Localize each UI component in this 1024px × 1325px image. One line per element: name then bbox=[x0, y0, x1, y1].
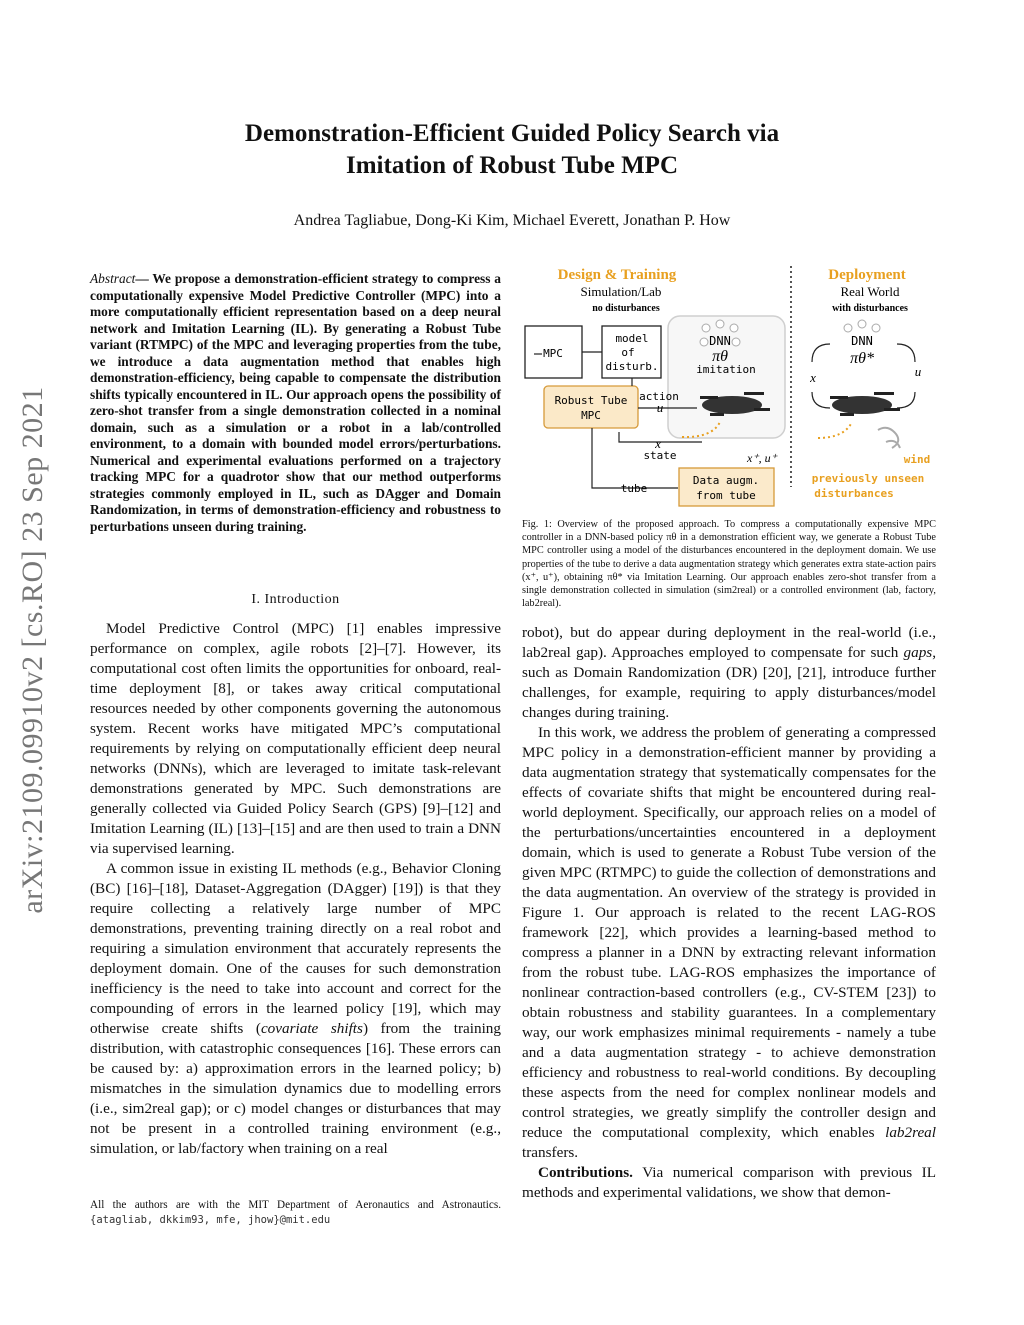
fig-tube-label: tube bbox=[620, 482, 648, 495]
fig-left-note: no disturbances bbox=[592, 303, 660, 314]
fig-trajectory-right bbox=[818, 422, 852, 438]
fig-dnn-right: DNN bbox=[851, 334, 873, 348]
author-list: Andrea Tagliabue, Dong-Ki Kim, Michael Everett, Jonathan P. How bbox=[293, 212, 731, 229]
arxiv-id: arXiv:2109.09910v2 [cs.RO] 23 Sep 2021 bbox=[16, 386, 49, 914]
fig-pi-theta-star: πθ* bbox=[850, 350, 874, 367]
fig-model-2: of bbox=[621, 346, 635, 359]
arxiv-sidebar bbox=[8, 350, 58, 950]
fig-model-1: model bbox=[615, 332, 649, 345]
fig-left-title: Design & Training bbox=[557, 267, 677, 283]
intro-paragraph-2: A common issue in existing IL methods (e.g., Behavior Cloning (BC) [16]–[18], Dataset-Aggregation (DAgger) [19]) is that they require collecting a relatively large number of MPC demonstrations, preventing training directly on a real robot and requiring a simulation environment that accurately represents the deployment domain. One of the causes for such demonstration inefficiency is the need to take into account and correct for the compounding of errors in the learned policy [19], which may otherwise create shifts (covariate shifts) from the training distribution, with catastrophic consequences [16]. These errors can be caused by: a) approximation errors in the learned policy; b) mismatches in the simulation dynamics due to modelling errors (i.e., sim2real gap); or c) model changes or disturbances that may not be present in a controlled training environment (e.g., simulation, or lab/factory when training on a real bbox=[90, 860, 501, 1157]
fig-state-label: state bbox=[643, 449, 677, 462]
fig-xu-plus: x⁺, u⁺ bbox=[747, 451, 777, 465]
fig-pi-theta: πθ bbox=[712, 348, 728, 365]
fig-action-label: action bbox=[639, 390, 679, 403]
left-column-body bbox=[90, 619, 501, 1159]
fig-rt-1: Robust Tube bbox=[554, 394, 628, 407]
figure-1-diagram bbox=[522, 262, 936, 512]
fig-mpc-label: MPC bbox=[543, 347, 563, 360]
fig-unseen-1: previously unseen bbox=[811, 472, 925, 485]
fig-imitation-label: imitation bbox=[696, 363, 756, 376]
fig-aug-2: from tube bbox=[696, 489, 756, 502]
footnote-emails: {atagliab, dkkim93, mfe, jhow}@mit.edu bbox=[90, 1214, 331, 1226]
wind-icon bbox=[878, 428, 900, 448]
right-paragraph-1: robot), but do appear during deployment in the real-world (i.e., lab2real gap). Approaches employed to compensate for such gaps, such as Domain Randomization (DR) [20], [21], introduce further challenges, for example, requiring to apply disturbances/model changes during training. bbox=[522, 624, 936, 721]
fig-right-sub: Real World bbox=[840, 284, 900, 299]
fig-x-label: x bbox=[655, 436, 661, 451]
section-heading-introduction: I. Introduction bbox=[251, 592, 340, 607]
right-paragraph-2: In this work, we address the problem of generating a compressed MPC policy in a demonstration-efficient manner by providing a data augmentation strategy that systematically compensates for the effects of covariate shifts that might be encountered during real-world deployment. Specifically, our approach relies on a model of the perturbations/uncertainties encountered in a deployment domain, which is used to generate a Robust Tube version of the given MPC (RTMPC) to guide the collection of demonstrations and the data augmentation. An overview of the strategy is provided in Figure 1. Our approach is related to the recent LAG-ROS framework [22], which provides a learning-based method to compress a planner in a DNN by extracting relevant information from the robust tube. LAG-ROS emphasizes the importance of nonlinear contraction-based controllers (e.g., CV-STEM [23]) to obtain robustness and stability guarantees. In a complementary way, our work emphasizes minimal requirements - namely a tube and a data augmentation strategy - to achieve demonstration efficiency and robustness to real-world conditions. By decoupling these aspects from the need for complex nonlinear models and control strategies, we greatly simplify the controller design and reduce the computational complexity, which enables lab2real transfers. bbox=[522, 724, 936, 1161]
abstract-text: — We propose a demonstration-efficient strategy to compress a computationally expensive Model Predictive Controller (MPC) into a more computationally efficient representation based on a deep neural network and Imitation Learning (IL). By generating a Robust Tube variant (RTMPC) of the MPC and leveraging properties from the tube, we introduce a data augmentation method that enables high demonstration-efficiency, being capable to compensate the distribution shifts typically encountered in IL. Our approach opens the possibility of zero-shot transfer from a single demonstration collected in a nominal domain, such as a simulation or a robot in a lab/controlled environment, to a domain with bounded model errors/perturbations. Numerical and experimental evaluations performed on a trajectory tracking MPC for a quadrotor show that our method outperforms strategies commonly employed in IL, such as DAgger and Domain Randomization, in terms of demonstration-efficiency and robustness to perturbations unseen during training. bbox=[90, 271, 501, 534]
fig-left-sub: Simulation/Lab bbox=[580, 284, 662, 299]
fig-u-right: u bbox=[914, 364, 922, 379]
fig-u-label: u bbox=[656, 400, 664, 415]
footnote-text: All the authors are with the MIT Department of Aeronautics and Astronautics. bbox=[90, 1199, 501, 1211]
figure-caption: Fig. 1: Overview of the proposed approach. To compress a computationally expensive MPC controller in a DNN-based policy πθ in a demonstration efficient way, we generate a Robust Tube MPC controller using a model of the disturbances encountered in the deployment domain. We use properties of the tube to derive a data augmentation strategy which generates extra state-action pairs (x⁺, u⁺), obtaining πθ* via Imitation Learning. Our approach enables zero-shot transfer from a single demonstration collected in simulation (sim2real) or a controlled environment (lab, factory, lab2real). bbox=[522, 519, 936, 610]
fig-dnn-label: DNN bbox=[709, 334, 731, 348]
footnote bbox=[90, 1198, 501, 1228]
title-line-2: Imitation of Robust Tube MPC bbox=[346, 152, 678, 179]
paper-title bbox=[0, 118, 1024, 182]
fig-aug-1: Data augm. bbox=[692, 474, 760, 487]
fig-wind-label: wind bbox=[903, 453, 931, 466]
fig-rt-2: MPC bbox=[581, 409, 601, 422]
fig-right-note: with disturbances bbox=[832, 303, 908, 314]
right-column-body bbox=[522, 623, 936, 1203]
fig-x-right: x bbox=[810, 370, 816, 385]
abstract-label: Abstract bbox=[90, 271, 136, 286]
fig-unseen-2: disturbances bbox=[814, 487, 894, 500]
title-line-1: Demonstration-Efficient Guided Policy Search via bbox=[244, 120, 780, 147]
abstract bbox=[90, 271, 501, 535]
intro-paragraph-1: Model Predictive Control (MPC) [1] enables impressive performance on complex, agile robots [2]–[7]. However, its computational cost often limits the opportunities for onboard, real-time deployment [8], or takes away critical computational resources needed by other components governing the autonomous system. Recent works have mitigated MPC’s computational requirements by relying on computationally efficient deep neural networks (DNNs), which are leveraged to imitate task-relevant demonstrations generated by MPC. Such demonstrations are generally collected via Guided Policy Search (GPS) [9]–[12] and Imitation Learning (IL) [13]–[15] and are then used to train a DNN via supervised learning. bbox=[90, 620, 501, 857]
dnn-icon-right bbox=[844, 320, 880, 332]
fig-model-3: disturb. bbox=[605, 360, 659, 373]
drone-icon-right bbox=[830, 392, 900, 416]
fig-right-title: Deployment bbox=[828, 267, 906, 283]
contributions-paragraph: Contributions. Via numerical comparison with previous IL methods and experimental validations, we show that demon- bbox=[522, 1164, 936, 1201]
